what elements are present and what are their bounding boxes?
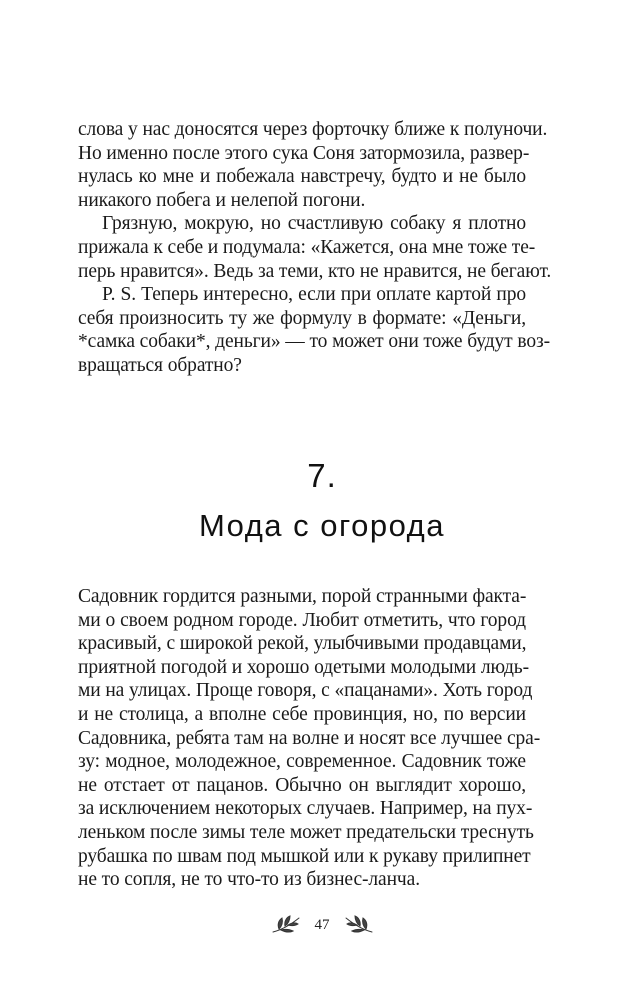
text-line: Грязную, мокрую, но счастливую собаку я плотно: [102, 213, 526, 235]
top-text-block: [78, 118, 552, 378]
text-line: прижала к себе и подумала: «Кажется, она мне тоже те-: [78, 236, 536, 258]
bottom-text-block: [78, 585, 541, 892]
text-line: никакого побега и нелепой погони.: [78, 189, 366, 211]
chapter-number: 7.: [307, 457, 337, 494]
text-line: ми о своем родном городе. Любит отметить, что город: [78, 609, 526, 631]
text-line: за исключением некоторых случаев. Например, на пух-: [78, 798, 533, 820]
chapter-title: Мода с огорода: [198, 508, 446, 543]
text-line: P. S. Теперь интересно, если при оплате картой про: [102, 284, 526, 306]
page-footer: [0, 910, 644, 940]
text-line: зу: модное, молодежное, современное. Садовник тоже: [78, 751, 526, 773]
text-line: не отстает от пацанов. Обычно он выглядит хорошо,: [78, 774, 526, 796]
text-line: Садовник гордится разными, порой странными факта-: [78, 586, 527, 607]
text-line: нулась ко мне и побежала навстречу, будто и не было: [78, 166, 526, 188]
text-line: рубашка по швам под мышкой или к рукаву прилипнет: [78, 845, 531, 867]
text-line: не то сопля, не то что-то из бизнес-ланча.: [78, 869, 420, 891]
text-line: и не столица, а вполне себе провинция, но, по версии: [78, 703, 526, 725]
text-line: вращаться обратно?: [78, 354, 242, 376]
text-line: *самка собаки*, деньги» — то может они тоже будут воз-: [78, 331, 550, 353]
leaf-sprig-icon: [271, 914, 301, 936]
text-line: себя произносить ту же формулу в формате: «Деньги,: [78, 307, 526, 329]
text-line: слова у нас доносятся через форточку ближе к полуночи.: [78, 119, 548, 140]
text-line: красивый, с широкой рекой, улыбчивыми продавцами,: [78, 633, 527, 655]
text-line: ми на улицах. Проще говоря, с «пацанами». Хоть город: [78, 680, 533, 702]
text-line: Но именно после этого сука Соня затормозила, развер-: [78, 142, 530, 164]
text-line: перь нравится». Ведь за теми, кто не нравится, не бегают.: [78, 260, 552, 282]
text-line: Садовника, ребята там на волне и носят все лучшее сра-: [78, 727, 541, 749]
page-number: 47: [314, 916, 330, 933]
text-line: приятной погодой и хорошо одетыми молодыми людь-: [78, 656, 529, 678]
leaf-sprig-icon: [344, 914, 374, 936]
text-line: леньком после зимы теле может предательски треснуть: [78, 821, 534, 843]
